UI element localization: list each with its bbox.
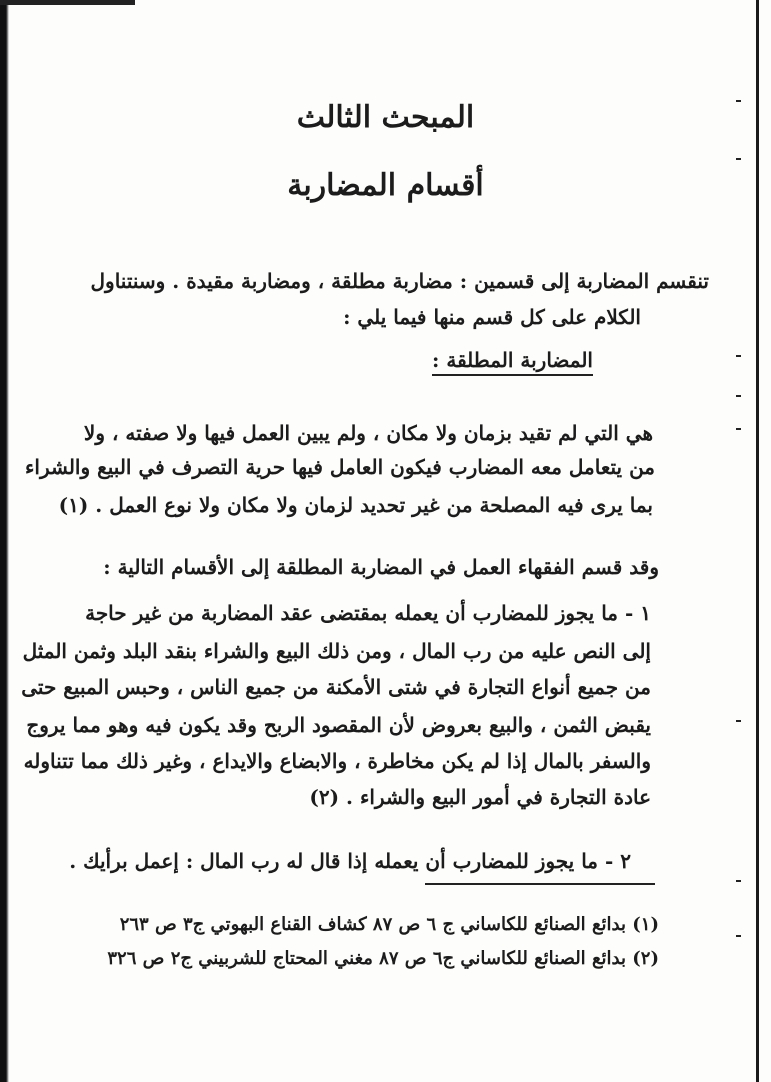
scan-mark xyxy=(736,395,741,397)
scan-mark xyxy=(736,428,741,430)
section-heading: المبحث الثالث xyxy=(296,100,475,135)
point-1-line: يقبض الثمن ، والبيع بعروض لأن المقصود الربح وقد يكون فيه وهو مما يروج xyxy=(26,713,651,737)
scan-edge-top xyxy=(0,0,135,5)
point-1-line: ١ - ما يجوز للمضارب أن يعمله بمقتضى عقد المضاربة من غير حاجة xyxy=(85,601,651,625)
point-1-line: من جميع أنواع التجارة في شتى الأمكنة من جميع الناس ، وحبس المبيع حتى xyxy=(21,675,651,699)
intro-line: الكلام على كل قسم منها فيما يلي : xyxy=(343,305,641,329)
footnote-2: (٢) بدائع الصنائع للكاساني ج٦ ص ٨٧ مغني المحتاج للشربيني ج٢ ص ٣٢٦ xyxy=(107,948,659,969)
scan-edge-left xyxy=(0,0,9,1082)
page-title: أقسام المضاربة xyxy=(287,168,484,203)
definition-line: هي التي لم تقيد بزمان ولا مكان ، ولم يبين العمل فيها ولا صفته ، ولا xyxy=(83,421,653,445)
footnote-1: (١) بدائع الصنائع للكاساني ج ٦ ص ٨٧ كشاف القناع البهوتي ج٣ ص ٢٦٣ xyxy=(119,914,659,935)
definition-line: من يتعامل معه المضارب فيكون العامل فيها حرية التصرف في البيع والشراء xyxy=(25,455,655,479)
scan-mark xyxy=(736,720,741,722)
point-1-line: إلى النص عليه من رب المال ، ومن ذلك البيع والشراء بنقد البلد وثمن المثل xyxy=(22,639,651,663)
footnote-divider xyxy=(425,883,655,885)
scan-mark xyxy=(736,935,741,937)
scan-mark xyxy=(736,355,741,357)
subheading xyxy=(432,348,593,372)
point-1-line: عادة التجارة في أمور البيع والشراء . (٢) xyxy=(309,785,651,809)
intro-line: تنقسم المضاربة إلى قسمين : مضاربة مطلقة ، ومضاربة مقيدة . وسنتناول xyxy=(90,269,709,293)
division-line: وقد قسم الفقهاء العمل في المضاربة المطلقة إلى الأقسام التالية : xyxy=(103,555,659,579)
scan-edge-right xyxy=(756,0,759,1082)
point-2-line: ٢ - ما يجوز للمضارب أن يعمله إذا قال له رب المال : إعمل برأيك . xyxy=(69,849,631,873)
point-1-line: والسفر بالمال إذا لم يكن مخاطرة ، والابضاع والايداع ، وغير ذلك مما تتناوله xyxy=(23,749,651,773)
subheading-text: المضاربة المطلقة : xyxy=(432,348,593,376)
definition-line: بما يرى فيه المصلحة من غير تحديد لزمان ولا مكان ولا نوع العمل . (١) xyxy=(58,493,653,517)
scan-mark xyxy=(736,158,741,160)
scan-mark xyxy=(736,880,741,882)
